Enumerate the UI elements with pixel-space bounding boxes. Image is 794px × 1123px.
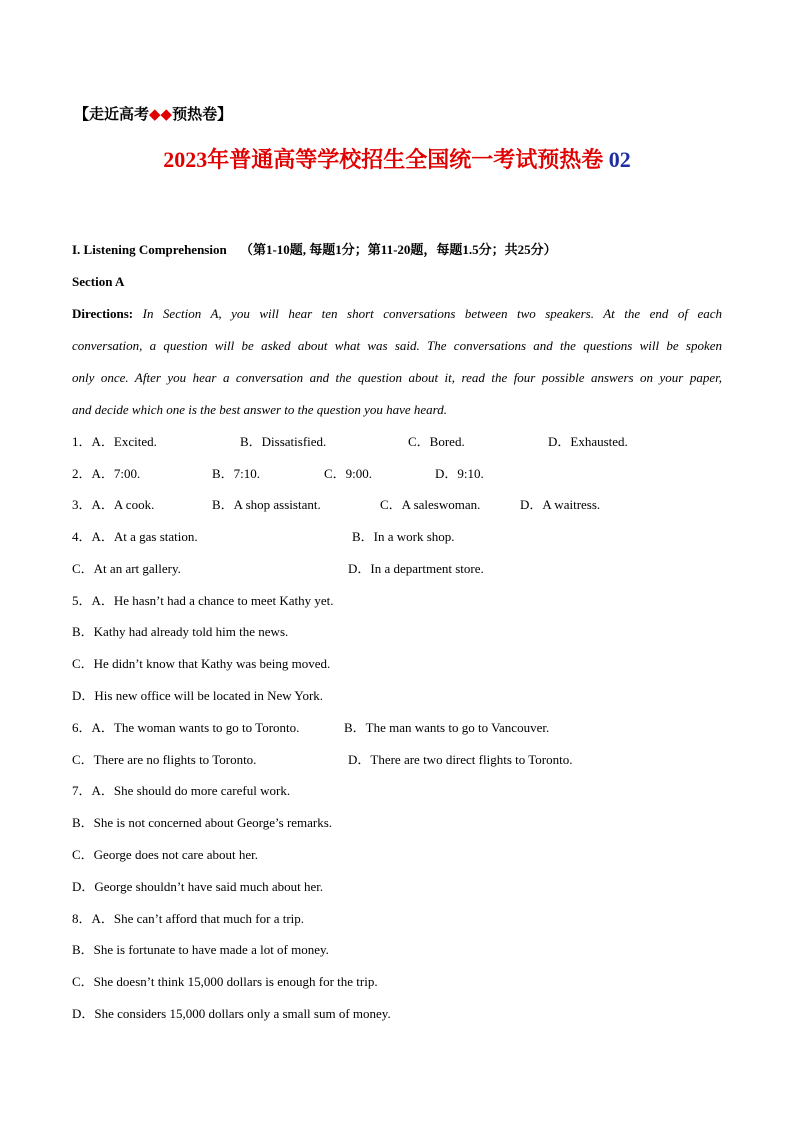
question-7-option-d: D．George shouldn’t have said much about her. <box>72 879 324 894</box>
question-1-option-d: D．Exhausted. <box>548 434 628 449</box>
question-7-option-b: B．She is not concerned about George’s remarks. <box>72 815 333 830</box>
question-4-option-a: 4．A．At a gas station. <box>72 529 198 544</box>
question-5-option-a: 5．A．He hasn’t had a chance to meet Kathy yet. <box>72 593 334 608</box>
section-heading-line <box>72 242 557 258</box>
question-2-option-b: B．7:10. <box>212 466 261 481</box>
series-label <box>74 103 232 124</box>
page-title <box>0 143 794 174</box>
question-6-option-c: C．There are no flights to Toronto. <box>72 752 257 767</box>
question-4-option-b: B．In a work shop. <box>352 529 455 544</box>
question-6-option-a: 6．A．The woman wants to go to Toronto. <box>72 720 300 735</box>
question-8-option-c: C．She doesn’t think 15,000 dollars is enough for the trip. <box>72 974 378 989</box>
directions-line-3 <box>72 370 722 386</box>
question-5-option-d: D．His new office will be located in New York. <box>72 688 324 703</box>
question-1-option-c: C．Bored. <box>408 434 465 449</box>
directions-text-1: In Section A, you will hear ten short conversations between two speakers. At the end of each <box>142 306 722 321</box>
question-3-option-c: C．A saleswoman. <box>380 497 481 512</box>
directions-line-4 <box>72 402 447 418</box>
series-label-left: 【走近高考 <box>74 107 150 123</box>
section-heading: I. Listening Comprehension <box>72 242 227 257</box>
directions-line-2 <box>72 338 722 354</box>
question-1-option-b: B．Dissatisfied. <box>240 434 327 449</box>
question-8-option-a: 8．A．She can’t afford that much for a trip. <box>72 911 305 926</box>
directions-text-4: and decide which one is the best answer to the question you have heard. <box>72 402 448 417</box>
diamond-icons: ◆◆ <box>149 107 173 123</box>
question-3-option-d: D．A waitress. <box>520 497 601 512</box>
directions-label: Directions: <box>72 306 134 321</box>
question-8-option-d: D．She considers 15,000 dollars only a small sum of money. <box>72 1006 391 1021</box>
section-scoring: （第1-10题, 每题1分；第11-20题，每题1.5分；共25分） <box>239 242 557 257</box>
question-4-option-c: C．At an art gallery. <box>72 561 181 576</box>
question-6-option-b: B．The man wants to go to Vancouver. <box>344 720 550 735</box>
page-title-main: 2023年普通高等学校招生全国统一考试预热卷 <box>163 147 604 172</box>
question-1-option-a: 1．A．Excited. <box>72 434 157 449</box>
question-3-option-b: B．A shop assistant. <box>212 497 321 512</box>
subsection-heading: Section A <box>72 274 125 289</box>
question-5-option-b: B．Kathy had already told him the news. <box>72 624 289 639</box>
directions-text-3: only once. After you hear a conversation and the question about it, read the four possible answers on your paper, <box>72 370 722 385</box>
page-title-number: 02 <box>608 147 631 172</box>
question-5-option-c: C．He didn’t know that Kathy was being moved. <box>72 656 331 671</box>
question-3-option-a: 3．A．A cook. <box>72 497 155 512</box>
question-7-option-a: 7．A．She should do more careful work. <box>72 783 291 798</box>
question-8-option-b: B．She is fortunate to have made a lot of money. <box>72 942 329 957</box>
directions-text-2: conversation, a question will be asked about what was said. The conversations and the questions will be spoken <box>72 338 722 353</box>
question-2-option-c: C．9:00. <box>324 466 373 481</box>
directions-line-1 <box>72 306 722 322</box>
question-2-option-a: 2．A．7:00. <box>72 466 141 481</box>
question-2-option-d: D．9:10. <box>435 466 484 481</box>
series-label-right: 预热卷】 <box>172 107 233 123</box>
question-6-option-d: D．There are two direct flights to Toronto. <box>348 752 573 767</box>
question-7-option-c: C．George does not care about her. <box>72 847 259 862</box>
question-4-option-d: D．In a department store. <box>348 561 484 576</box>
